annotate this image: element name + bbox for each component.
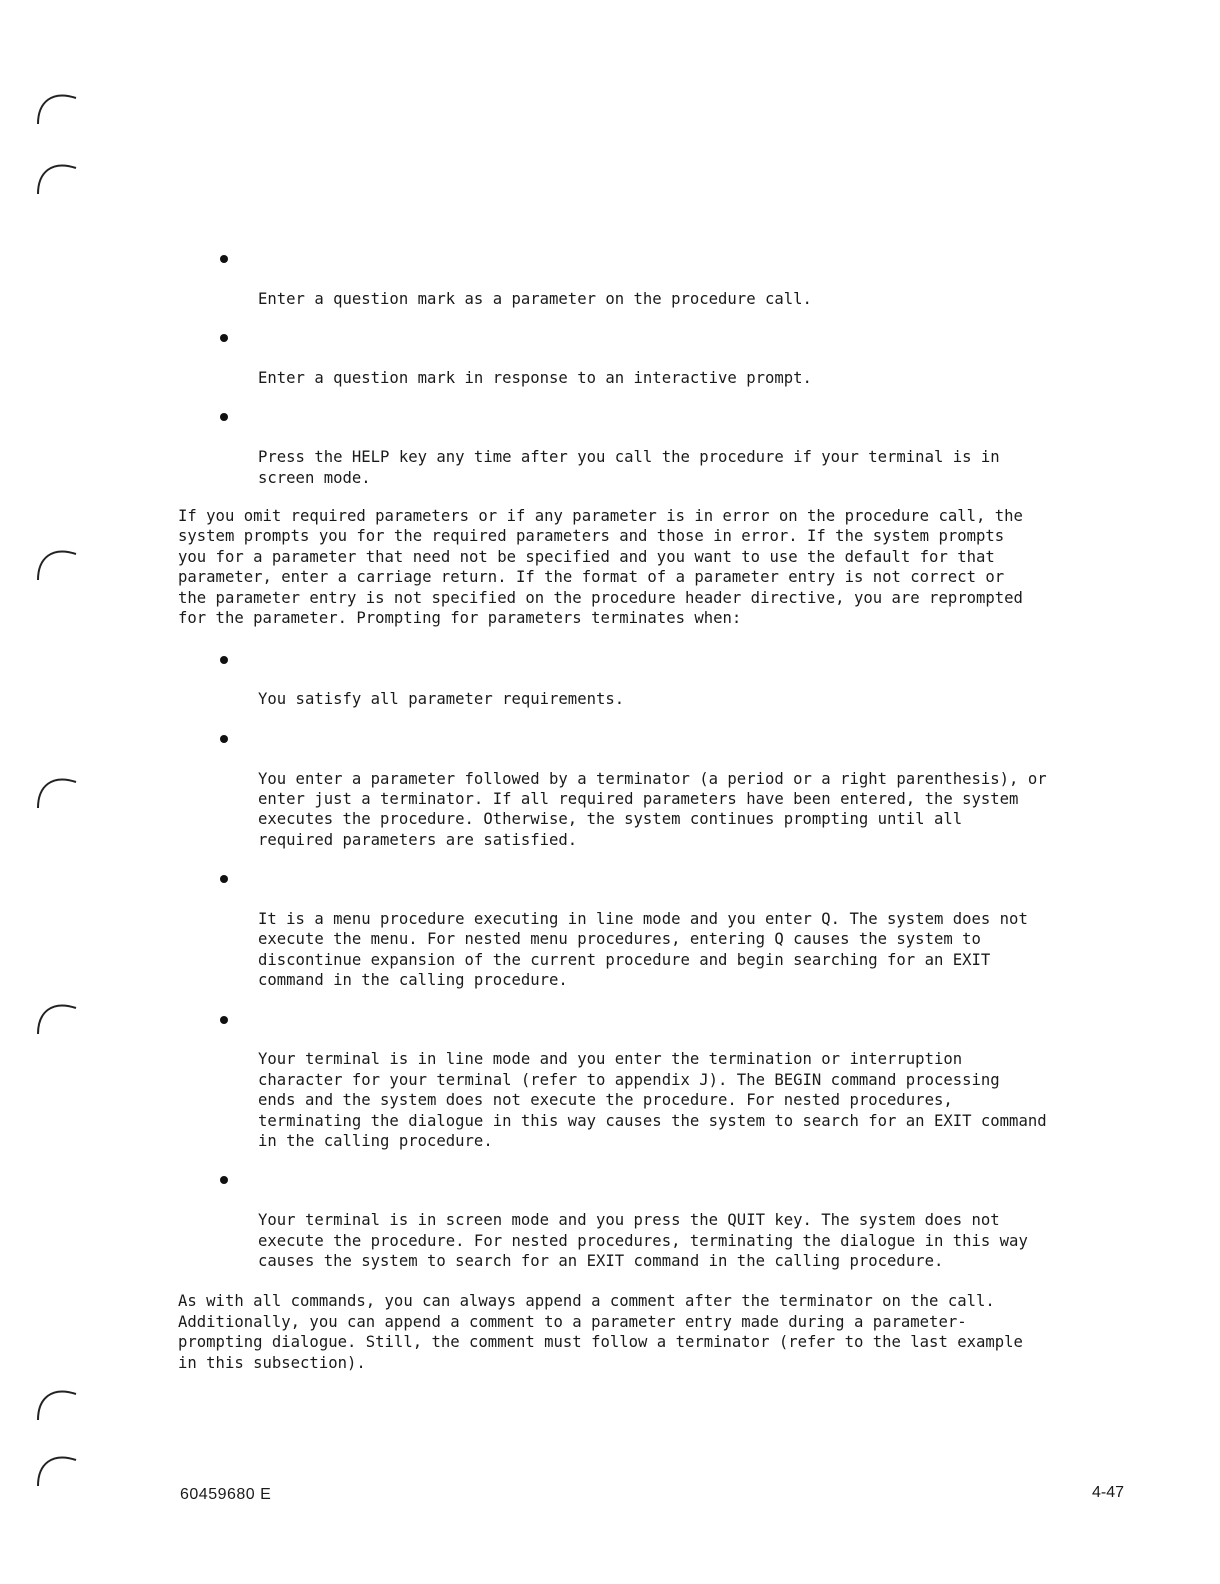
- list-item-text: Press the HELP key any time after you call the procedure if your terminal is in screen mode.: [258, 448, 1000, 487]
- bullet-icon: [220, 656, 228, 664]
- bullet-icon: [220, 334, 228, 342]
- list-item: [178, 868, 1118, 990]
- binder-hole-icon: [34, 1380, 80, 1426]
- list-item-text: You enter a parameter followed by a terminator (a period or a right parenthesis), or enter just a terminator. If all required parameters have been entered, the system executes the procedure. Otherwise, the system continues prompting until all required parameters are satisfied.: [258, 769, 1047, 849]
- list-item-text: Enter a question mark as a parameter on the procedure call.: [258, 289, 812, 308]
- termination-conditions-list: [178, 649, 1118, 1272]
- list-item: [178, 728, 1118, 850]
- help-methods-list: [178, 248, 1118, 488]
- list-item-text: Your terminal is in line mode and you enter the termination or interruption character for your terminal (refer to appendix J). The BEGIN command processing ends and the system does not execute the procedure. For nested procedures, terminating the dialogue in this way causes the system to search for an EXIT command in the calling procedure.: [258, 1050, 1047, 1151]
- list-item: [178, 649, 1118, 710]
- list-item-text: Your terminal is in screen mode and you press the QUIT key. The system does not execute the procedure. For nested procedures, terminating the dialogue in this way causes the system to search for an EXIT command in the calling procedure.: [258, 1211, 1028, 1271]
- list-item: [178, 1009, 1118, 1152]
- bullet-icon: [220, 255, 228, 263]
- binder-hole-icon: [34, 1446, 80, 1492]
- prompting-paragraph: If you omit required parameters or if any parameter is in error on the procedure call, the system prompts you for the required parameters and those in error. If the system prompts you for a parameter that need not be specified and you want to use the default for that parameter, enter a carriage return. If the format of a parameter entry is not correct or the parameter entry is not specified on the procedure header directive, you are reprompted for the parameter. Prompting for parameters terminates when:: [178, 507, 1023, 628]
- list-item: [178, 327, 1118, 388]
- page-number: 4-47: [1091, 1484, 1124, 1501]
- bullet-icon: [220, 1016, 228, 1024]
- document-number: 60459680 E: [180, 1486, 272, 1503]
- comment-paragraph: As with all commands, you can always append a comment after the terminator on the call. Additionally, you can append a comment to a parameter entry made during a parameter- prompting dialogue. Still, the comment must follow a terminator (refer to the last example in this subsection).: [178, 1292, 1023, 1372]
- binder-hole-icon: [34, 540, 80, 586]
- list-item: [178, 406, 1118, 488]
- bullet-icon: [220, 735, 228, 743]
- binder-hole-icon: [34, 768, 80, 814]
- list-item-text: Enter a question mark in response to an interactive prompt.: [258, 369, 812, 388]
- binder-hole-icon: [34, 84, 80, 130]
- binder-hole-icon: [34, 154, 80, 200]
- bullet-icon: [220, 1176, 228, 1184]
- binder-hole-icon: [34, 994, 80, 1040]
- list-item-text: You satisfy all parameter requirements.: [258, 690, 625, 709]
- bullet-icon: [220, 875, 228, 883]
- list-item: [178, 1169, 1118, 1271]
- list-item-text: It is a menu procedure executing in line mode and you enter Q. The system does not execute the menu. For nested menu procedures, entering Q causes the system to discontinue expansion of the current procedure and begin searching for an EXIT command in the calling procedure.: [258, 909, 1028, 990]
- list-item: [178, 248, 1118, 309]
- bullet-icon: [220, 413, 228, 421]
- body-text: [178, 248, 1118, 1393]
